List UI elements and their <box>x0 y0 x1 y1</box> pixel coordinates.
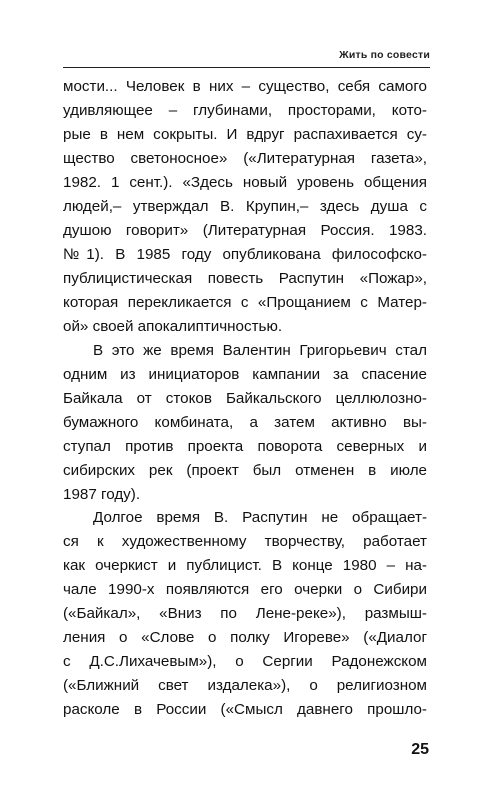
page-number: 25 <box>411 741 429 758</box>
paragraph-publicist <box>63 506 427 722</box>
paragraph-baikal <box>63 339 427 507</box>
header-rule <box>63 67 430 68</box>
text-line: ой» своей апокалиптичностью. <box>63 318 283 335</box>
text-line: щество светоносное» («Литературная газета», <box>63 150 427 167</box>
text-line: удивляющее – глубинами, просторами, кото- <box>63 102 427 119</box>
text-line: («Байкал», «Вниз по Лене-реке»), размыш- <box>63 605 427 622</box>
text-line: душою говорит» (Литературная Россия. 1983. <box>63 222 427 239</box>
text-line: ления о «Слове о полку Игореве» («Диалог <box>63 629 427 646</box>
text-line: Долгое время В. Распутин не обращает- <box>93 509 427 526</box>
text-line: мости... Человек в них – существо, себя самого <box>63 78 427 95</box>
text-line: одним из инициаторов кампании за спасение <box>63 366 427 383</box>
text-line: чале 1990-х появляются его очерки о Сибири <box>63 581 427 598</box>
text-line: бумажного комбината, а затем активно вы- <box>63 414 427 431</box>
text-line: которая перекликается с «Прощанием с Матер- <box>63 294 427 311</box>
text-line: В это же время Валентин Григорьевич стал <box>93 342 427 359</box>
text-line: публицистическая повесть Распутин «Пожар», <box>63 270 427 287</box>
text-line: ся к художественному творчеству, работает <box>63 533 427 550</box>
text-line: Байкала от стоков Байкальского целлюлозно- <box>63 390 427 407</box>
text-line: 1982. 1 сент.). «Здесь новый уровень общения <box>63 174 427 191</box>
text-line: с Д.С.Лихачевым»), о Сергии Радонежском <box>63 653 427 670</box>
text-line: («Ближний свет издалека»), о религиозном <box>63 677 427 694</box>
text-line: №1). В 1985 году опубликована философско- <box>63 246 427 263</box>
running-title: Жить по совести <box>339 49 430 61</box>
text-line: сибирских рек (проект был отменен в июле <box>63 462 427 479</box>
text-line: 1987 году). <box>63 486 141 503</box>
text-line: как очеркист и публицист. В конце 1980 – на- <box>63 557 427 574</box>
text-line: рые в нем сокрыты. И вдруг распахивается су- <box>63 126 427 143</box>
text-block-lower <box>63 506 427 722</box>
text-block-upper <box>63 75 427 507</box>
paragraph-continuation <box>63 75 427 339</box>
text-line: ступал против проекта поворота северных и <box>63 438 427 455</box>
text-line: людей,– утверждал В. Крупин,– здесь душа с <box>63 198 427 215</box>
text-line: расколе в России («Смысл давнего прошло- <box>63 701 427 718</box>
